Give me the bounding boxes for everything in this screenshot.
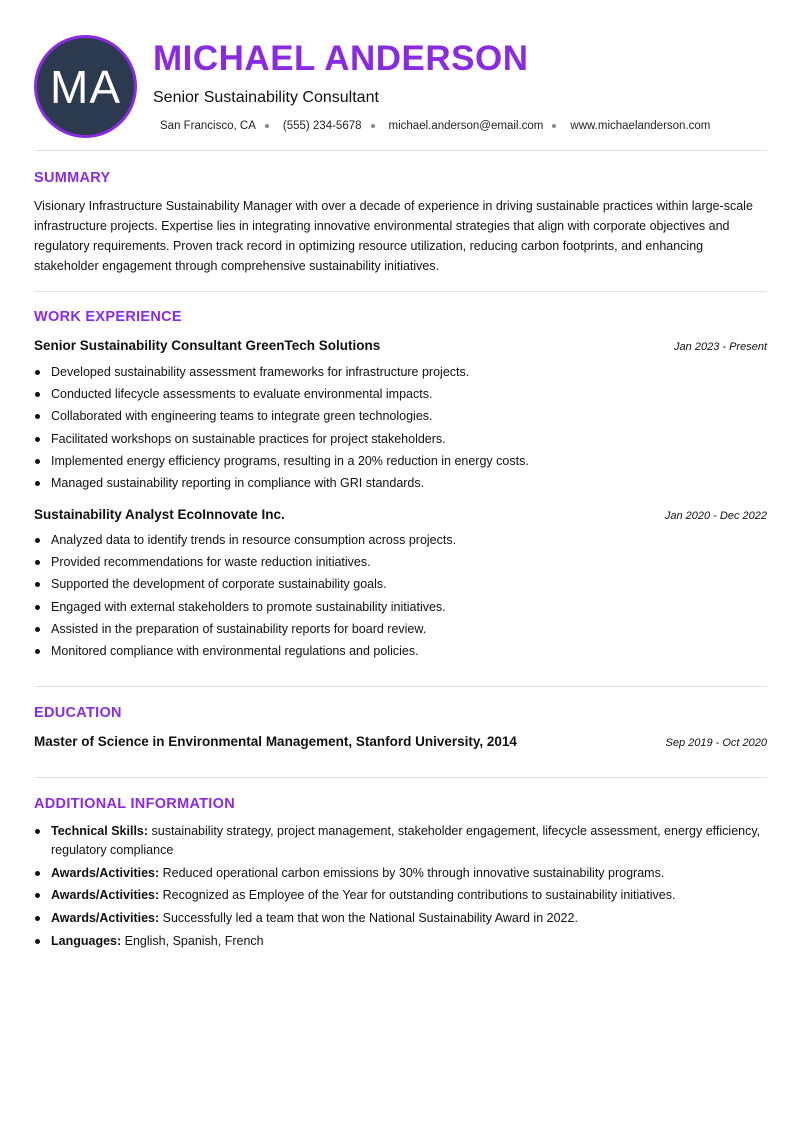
- list-item: [51, 909, 767, 928]
- item-label: Awards/Activities:: [51, 910, 160, 925]
- job-bullets: [51, 529, 456, 662]
- additional-heading: ADDITIONAL INFORMATION: [34, 796, 235, 812]
- candidate-title: Senior Sustainability Consultant: [153, 89, 379, 106]
- item-label: Awards/Activities:: [51, 888, 160, 902]
- education-heading: EDUCATION: [34, 705, 122, 721]
- item-label: Awards/Activities:: [51, 865, 160, 880]
- education-entry: [34, 734, 767, 749]
- item-label: Technical Skills:: [51, 824, 149, 838]
- education-dates: Sep 2019 - Oct 2020: [665, 737, 767, 749]
- list-item: Engaged with external stakeholders to promote sustainability initiatives.: [51, 596, 456, 618]
- list-item: [51, 822, 767, 860]
- contact-website[interactable]: www.michaelanderson.com: [570, 120, 711, 132]
- divider: [34, 777, 767, 778]
- avatar-initials: MA: [50, 60, 121, 113]
- job-dates: Jan 2023 - Present: [674, 341, 767, 353]
- education-degree: Master of Science in Environmental Management, Stanford University, 2014: [34, 734, 517, 749]
- item-label: Languages:: [51, 933, 122, 948]
- list-item: Provided recommendations for waste reduction initiatives.: [51, 551, 456, 573]
- item-text: Reduced operational carbon emissions by 30% through innovative sustainability programs.: [159, 865, 665, 880]
- job-role: Senior Sustainability Consultant GreenTech Solutions: [34, 338, 381, 353]
- separator-dot: [371, 124, 375, 128]
- list-item: [51, 932, 767, 951]
- job-role: Sustainability Analyst EcoInnovate Inc.: [34, 507, 285, 522]
- list-item: Supported the development of corporate sustainability goals.: [51, 573, 456, 595]
- item-text: Successfully led a team that won the National Sustainability Award in 2022.: [159, 910, 578, 925]
- item-text: sustainability strategy, project management, stakeholder engagement, lifecycle assessment, energy efficiency, regulatory compliance: [51, 824, 761, 857]
- candidate-name: MICHAEL ANDERSON: [153, 39, 529, 78]
- job-header: [34, 507, 767, 522]
- contact-location: San Francisco, CA: [160, 120, 256, 132]
- list-item: Collaborated with engineering teams to integrate green technologies.: [51, 405, 529, 427]
- additional-list: [51, 822, 767, 954]
- list-item: Analyzed data to identify trends in resource consumption across projects.: [51, 529, 456, 551]
- summary-text: Visionary Infrastructure Sustainability Manager with over a decade of experience in driving sustainable practices within large-scale infrastructure projects. Expertise lies in integrating innovative environmental strategies that align with corporate objectives and regulatory requirements. Proven track record in optimizing resource utilization, reducing carbon footprints, and enhancing stakeholder engagement through comprehensive sustainability initiatives.: [34, 199, 753, 273]
- job-header: [34, 338, 767, 353]
- job-bullets: [51, 361, 529, 494]
- contact-email[interactable]: michael.anderson@email.com: [388, 120, 544, 132]
- list-item: Developed sustainability assessment frameworks for infrastructure projects.: [51, 361, 529, 383]
- list-item: Managed sustainability reporting in compliance with GRI standards.: [51, 472, 529, 494]
- contact-phone[interactable]: (555) 234-5678: [282, 120, 362, 132]
- item-text: English, Spanish, French: [121, 933, 264, 948]
- list-item: Assisted in the preparation of sustainability reports for board review.: [51, 618, 456, 640]
- list-item: [51, 886, 767, 905]
- separator-dot: [552, 124, 556, 128]
- item-text: Recognized as Employee of the Year for outstanding contributions to sustainability initiatives.: [159, 888, 676, 902]
- divider: [34, 291, 767, 292]
- list-item: [51, 864, 767, 883]
- divider: [34, 150, 767, 151]
- experience-heading: WORK EXPERIENCE: [34, 309, 182, 325]
- divider: [34, 686, 767, 687]
- list-item: Monitored compliance with environmental regulations and policies.: [51, 640, 456, 662]
- job-dates: Jan 2020 - Dec 2022: [664, 510, 767, 522]
- list-item: Facilitated workshops on sustainable practices for project stakeholders.: [51, 428, 529, 450]
- avatar: [34, 35, 137, 138]
- list-item: Implemented energy efficiency programs, resulting in a 20% reduction in energy costs.: [51, 450, 529, 472]
- separator-dot: [265, 124, 269, 128]
- contact-line: [160, 120, 710, 132]
- list-item: Conducted lifecycle assessments to evaluate environmental impacts.: [51, 383, 529, 405]
- summary-heading: SUMMARY: [34, 170, 111, 186]
